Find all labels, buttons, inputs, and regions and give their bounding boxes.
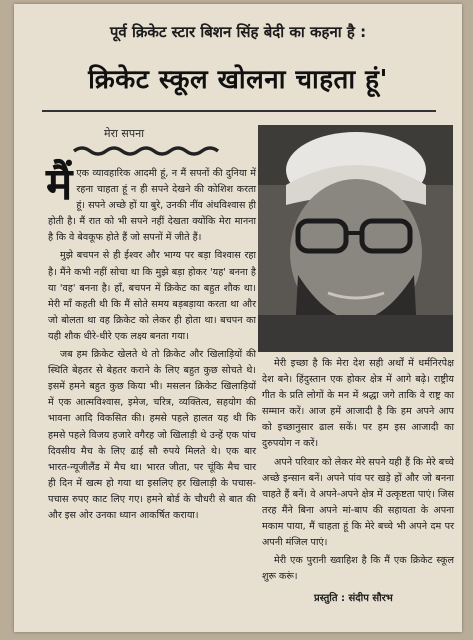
drop-cap: मैं — [46, 159, 73, 210]
paragraph: मेरी इच्छा है कि मेरा देश सही अर्थों में धर्मनिरपेक्ष देश बने। हिंदुस्तान एक होकर क्षेत्र में आगे बढ़े। राष्ट्रीय गीत के प्रति लोगों के मन में श्रद्धा जगे ताकि वे राष्ट्र का सम्मान करें। आज हमें आजादी है कि हम अपने आप को इच्छानुसार ढाल सकें। पर हम इस आजादी का दुरुपयोग न करें। — [262, 358, 454, 450]
newspaper-clipping — [14, 4, 462, 632]
paragraph-text: एक व्यावहारिक आदमी हूं, न मैं सपनों की दुनिया में रहना चाहता हूं न ही सपने देखने की कोशिश करता हूं। सपने अच्छे हों या बुरे, उनकी नींव अंधविश्वास ही होती है। मैं रात को भी सपने नहीं देखता क्योंकि मेरा मानना है कि वे बेवकूफ होते हैं जो सपनों में जीते हैं। — [48, 168, 257, 244]
paragraph: अपने परिवार को लेकर मेरे सपने यही हैं कि मेरे बच्चे अच्छे इन्सान बनें। अपने पांव पर खड़े हों और जो बनना चाहते हैं बनें। वे अपने-अपने क्षेत्र में उत्कृष्टता पाएं। जिस तरह मैंने बिना अपने मां-बाप की सहायता के अपना मकाम पाया, मैं चाहता हूं कि मेरे बच्चे भी अपने दम पर अपनी मंजिल पाएं। — [262, 456, 454, 549]
wave-ornament — [72, 144, 222, 158]
paragraph: मेरी एक पुरानी ख्वाहिश है कि मैं एक क्रिकेट स्कूल शुरू करूं। — [262, 555, 454, 583]
paragraph — [46, 159, 257, 246]
paragraph: मुझे बचपन से ही ईश्वर और भाग्य पर बड़ा विश्वास रहा है। मैंने कभी नहीं सोचा था कि मुझे बड़ा होकर 'यह' बनना है या 'वह' बनना है। हाँ, बचपन में क्रिकेट का बहुत शौक था। मेरी माँ कहती थी कि मैं सोते समय बड़बड़ाया करता था और जो बोलता था वह क्रिकेट को लेकर ही होता था। बचपन का यही शौक धीरे-धीरे एक लक्ष्य बनता गया। — [48, 250, 256, 342]
headline-kicker: पूर्व क्रिकेट स्टार बिशन सिंह बेदी का कहना है : — [109, 23, 367, 41]
headline-title: क्रिकेट स्कूल खोलना चाहता हूं' — [88, 65, 388, 95]
left-column — [46, 159, 257, 526]
column-title: मेरा सपना — [104, 127, 145, 140]
author-credit: प्रस्तुति : संदीप सौरभ — [314, 593, 393, 604]
paragraph: जब हम क्रिकेट खेलते थे तो क्रिकेट और खिलाड़ियों की स्थिति बेहतर से बेहतर कराने के लिए बहुत कुछ सोचते थे। इसमें हमने बहुत कुछ किया भी। मसलन क्रिकेट खिलाड़ियों में एक आत्मविश्वास, इमेज, चरित्र, व्यक्तित्व, सहयोग की भावना आदि विकसित की। हमसे पहले हालत यह थी कि हमसे पहले विजय हजारे वगैरह जो खिलाड़ी थे उन्हें एक पांच दिवसीय मैच के लिए ढाई सौ रुपये मिलते थे। एक बार भारत-न्यूजीलैंड में मैच था। भारत जीता, पर चूंकि मैच चार ही दिन में खत्म हो गया था इसलिए हर खिलाड़ी के पचास-पचास रुपए काट लिए गए। हमने बोर्ड के चौधरी से बात की और इस ओर उनका ध्यान आकर्षित कराया। — [48, 349, 256, 521]
headline-rule — [42, 110, 436, 112]
bishan-singh-bedi-photo — [258, 125, 453, 352]
right-column — [262, 356, 454, 587]
